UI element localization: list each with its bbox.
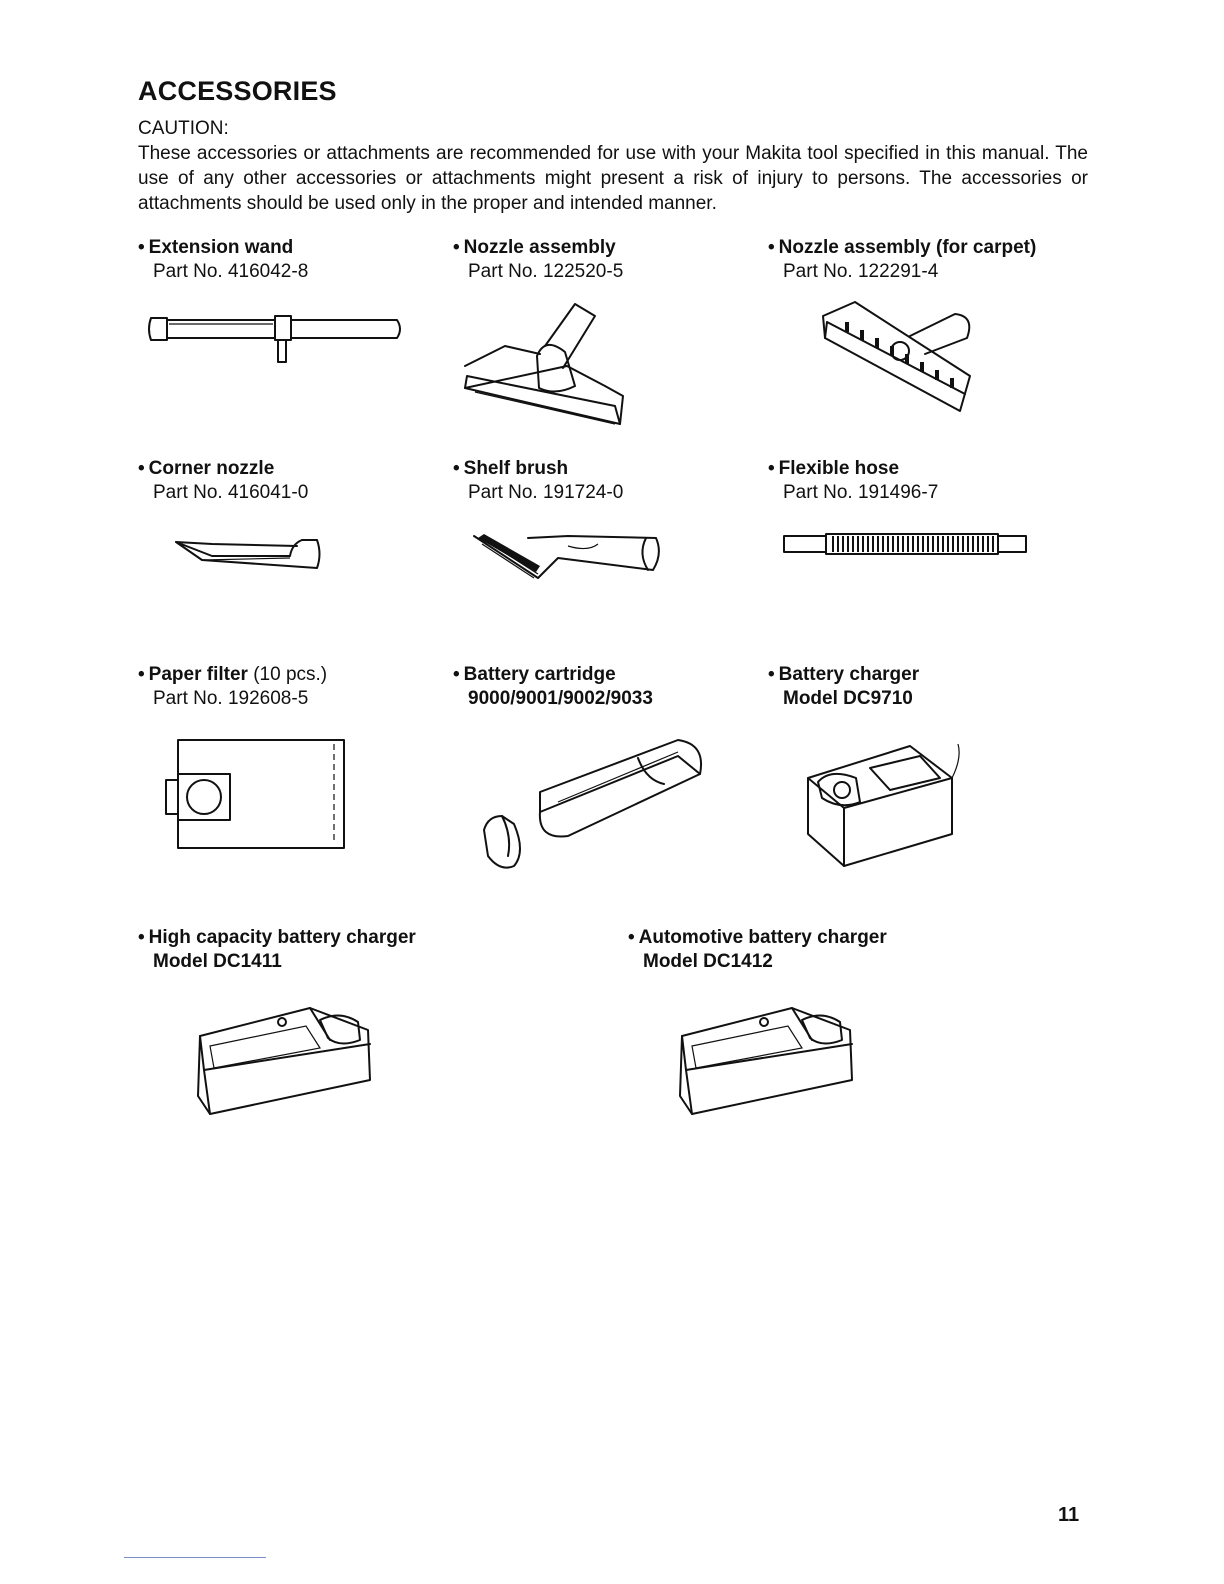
battery-charger-icon	[800, 738, 970, 873]
page-number: 11	[1058, 1504, 1080, 1526]
caution-text: These accessories or attachments are recommended for use with your Makita tool specified in this manual. The use of any other accessories or attachments might present a risk of injury to persons. The accessories or attachments should be used only in the proper and intended manner.	[138, 143, 1088, 214]
accessory-name: Automotive battery charger	[638, 927, 887, 948]
accessory-name: Nozzle assembly	[463, 237, 616, 258]
bullet: •	[138, 237, 145, 258]
bullet: •	[768, 237, 775, 258]
paper-filter-icon	[162, 736, 352, 851]
accessory-carpet-nozzle	[768, 237, 1036, 283]
accessory-name: Paper filter	[148, 664, 248, 685]
battery-cartridge-icon	[478, 732, 713, 872]
bullet: •	[453, 458, 460, 479]
bullet: •	[138, 664, 145, 685]
caution-label: CAUTION:	[138, 118, 229, 139]
bullet: •	[138, 458, 145, 479]
bullet: •	[453, 237, 460, 258]
part-number: Part No. 416041-0	[153, 482, 309, 503]
accessory-quantity: (10 pcs.)	[247, 664, 328, 685]
accessory-flexible-hose	[768, 458, 938, 504]
model-number: Model DC1412	[643, 951, 773, 972]
accessory-nozzle-assembly	[453, 237, 623, 283]
accessory-battery-charger	[768, 664, 919, 710]
footer-rule	[124, 1557, 266, 1558]
bullet: •	[768, 458, 775, 479]
carpet-nozzle-icon	[815, 296, 980, 426]
bullet: •	[628, 927, 635, 948]
accessory-shelf-brush	[453, 458, 623, 504]
extension-wand-icon	[145, 310, 410, 370]
bullet: •	[138, 927, 145, 948]
model-number: Model DC1411	[153, 951, 282, 972]
accessory-corner-nozzle	[138, 458, 308, 504]
automotive-charger-icon	[672, 1000, 862, 1120]
accessory-name: Corner nozzle	[148, 458, 275, 479]
accessory-name: Extension wand	[148, 237, 294, 258]
high-capacity-charger-icon	[190, 1000, 380, 1120]
bullet: •	[768, 664, 775, 685]
corner-nozzle-icon	[172, 534, 327, 579]
part-number: Part No. 122291-4	[783, 261, 939, 282]
accessory-name: High capacity battery charger	[148, 927, 416, 948]
part-number: Part No. 192608-5	[153, 688, 309, 709]
bullet: •	[453, 664, 460, 685]
part-number: Part No. 191724-0	[468, 482, 624, 503]
accessory-high-capacity-charger	[138, 927, 416, 973]
accessory-paper-filter	[138, 664, 327, 710]
model-number: 9000/9001/9002/9033	[468, 688, 653, 709]
part-number: Part No. 122520-5	[468, 261, 624, 282]
accessory-name: Battery cartridge	[463, 664, 616, 685]
accessory-name: Battery charger	[778, 664, 920, 685]
accessory-name: Nozzle assembly (for carpet)	[778, 237, 1037, 258]
accessory-name: Flexible hose	[778, 458, 900, 479]
shelf-brush-icon	[468, 528, 668, 590]
part-number: Part No. 191496-7	[783, 482, 939, 503]
accessory-name: Shelf brush	[463, 458, 569, 479]
model-number: Model DC9710	[783, 688, 913, 709]
accessory-battery-cartridge	[453, 664, 653, 710]
part-number: Part No. 416042-8	[153, 261, 309, 282]
page-title: ACCESSORIES	[138, 76, 337, 106]
nozzle-assembly-icon	[455, 296, 630, 436]
accessory-extension-wand	[138, 237, 308, 283]
flexible-hose-icon	[782, 532, 1030, 558]
accessory-automotive-charger	[628, 927, 887, 973]
